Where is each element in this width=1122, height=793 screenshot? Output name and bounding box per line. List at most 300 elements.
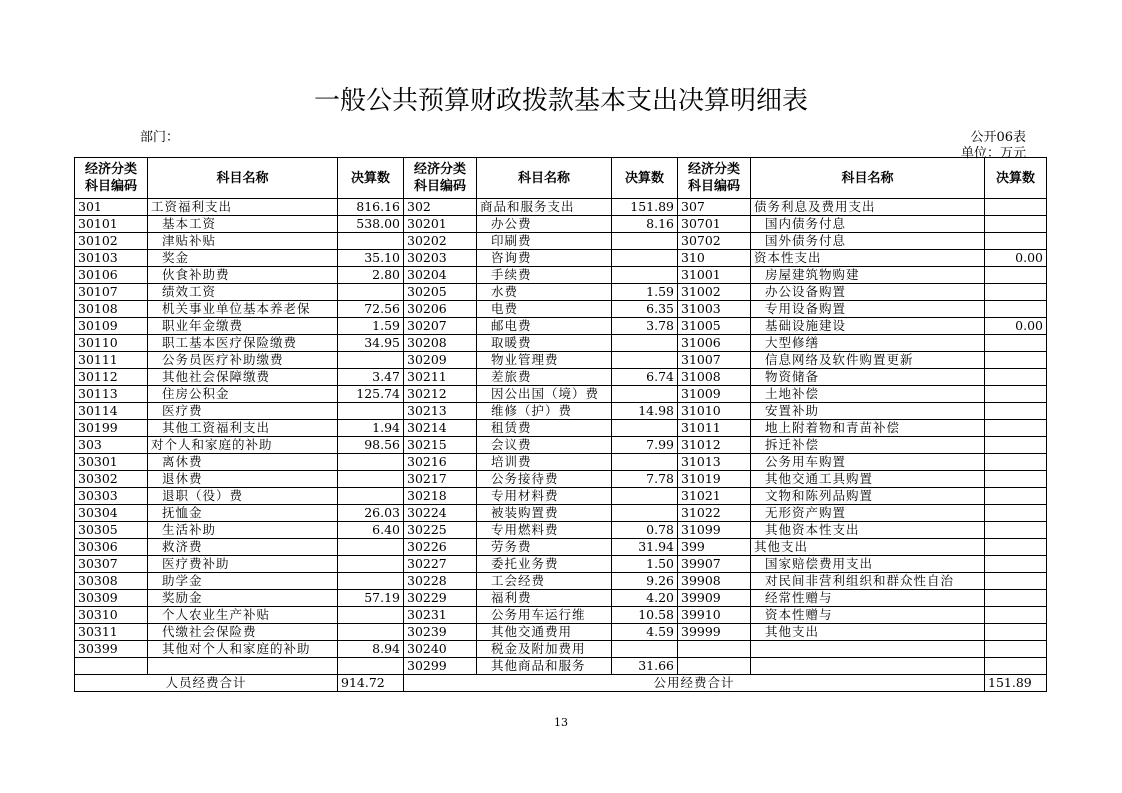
cell-name [751, 658, 985, 675]
cell-code: 30231 [404, 607, 477, 624]
cell-name: 被装购置费 [477, 505, 612, 522]
cell-name: 土地补偿 [751, 386, 985, 403]
cell-name: 退休费 [148, 471, 338, 488]
cell-amount: 26.03 [338, 505, 404, 522]
cell-amount [612, 641, 678, 658]
cell-code: 30215 [404, 437, 477, 454]
cell-amount [985, 590, 1047, 607]
cell-amount: 72.56 [338, 301, 404, 318]
cell-code: 30302 [75, 471, 148, 488]
cell-amount [985, 471, 1047, 488]
cell-amount [985, 420, 1047, 437]
cell-name: 其他商品和服务 [477, 658, 612, 675]
cell-amount [612, 386, 678, 403]
cell-amount [612, 420, 678, 437]
cell-name: 职业年金缴费 [148, 318, 338, 335]
cell-code: 31008 [678, 369, 751, 386]
cell-name: 住房公积金 [148, 386, 338, 403]
cell-code: 30218 [404, 488, 477, 505]
table-row [75, 471, 1047, 488]
table-row [75, 250, 1047, 267]
table-row [75, 369, 1047, 386]
table-row [75, 420, 1047, 437]
cell-amount [985, 488, 1047, 505]
table-row [75, 607, 1047, 624]
cell-amount: 3.78 [612, 318, 678, 335]
table-row [75, 233, 1047, 250]
cell-amount [612, 267, 678, 284]
cell-amount: 8.16 [612, 216, 678, 233]
cell-code: 30311 [75, 624, 148, 641]
cell-name: 安置补助 [751, 403, 985, 420]
cell-amount [612, 488, 678, 505]
cell-name: 助学金 [148, 573, 338, 590]
cell-name: 机关事业单位基本养老保 [148, 301, 338, 318]
cell-name: 代缴社会保险费 [148, 624, 338, 641]
cell-amount: 151.89 [612, 199, 678, 216]
cell-code: 30208 [404, 335, 477, 352]
header-code: 经济分类 科目编码 [678, 158, 751, 199]
cell-code: 30202 [404, 233, 477, 250]
cell-name: 办公设备购置 [751, 284, 985, 301]
cell-code: 30701 [678, 216, 751, 233]
cell-name: 地上附着物和青苗补偿 [751, 420, 985, 437]
cell-code: 301 [75, 199, 148, 216]
cell-name: 基础设施建设 [751, 318, 985, 335]
cell-code: 30240 [404, 641, 477, 658]
cell-code: 30307 [75, 556, 148, 573]
header-code: 经济分类 科目编码 [75, 158, 148, 199]
header-name: 科目名称 [148, 158, 338, 199]
cell-amount: 6.40 [338, 522, 404, 539]
cell-amount: 1.94 [338, 420, 404, 437]
cell-code: 39908 [678, 573, 751, 590]
cell-amount [338, 658, 404, 675]
page-number: 13 [554, 716, 568, 729]
cell-name: 抚恤金 [148, 505, 338, 522]
cell-amount [985, 505, 1047, 522]
header-amount: 决算数 [985, 158, 1047, 199]
cell-name: 水费 [477, 284, 612, 301]
table-row [75, 284, 1047, 301]
cell-name: 无形资产购置 [751, 505, 985, 522]
cell-name: 工资福利支出 [148, 199, 338, 216]
cell-name: 资本性支出 [751, 250, 985, 267]
personnel-total-label: 人员经费合计 [75, 675, 338, 692]
cell-name: 公务用车运行维 [477, 607, 612, 624]
cell-amount: 7.78 [612, 471, 678, 488]
cell-name: 专用设备购置 [751, 301, 985, 318]
page-title: 一般公共预算财政拨款基本支出决算明细表 [313, 86, 808, 116]
cell-name: 电费 [477, 301, 612, 318]
cell-name: 其他社会保障缴费 [148, 369, 338, 386]
cell-code [75, 658, 148, 675]
cell-amount: 4.59 [612, 624, 678, 641]
cell-amount [338, 539, 404, 556]
cell-code: 30212 [404, 386, 477, 403]
cell-name: 对个人和家庭的补助 [148, 437, 338, 454]
cell-code: 30114 [75, 403, 148, 420]
cell-code: 31012 [678, 437, 751, 454]
cell-name: 房屋建筑物购建 [751, 267, 985, 284]
header-code: 经济分类 科目编码 [404, 158, 477, 199]
cell-code: 39999 [678, 624, 751, 641]
cell-name: 其他工资福利支出 [148, 420, 338, 437]
cell-name [751, 641, 985, 658]
cell-code: 30239 [404, 624, 477, 641]
cell-name: 奖励金 [148, 590, 338, 607]
cell-code: 31099 [678, 522, 751, 539]
public-total-value: 151.89 [985, 675, 1047, 692]
cell-amount: 0.78 [612, 522, 678, 539]
cell-name: 委托业务费 [477, 556, 612, 573]
cell-code: 30306 [75, 539, 148, 556]
cell-code: 30305 [75, 522, 148, 539]
cell-amount [338, 454, 404, 471]
cell-amount [612, 505, 678, 522]
cell-code: 303 [75, 437, 148, 454]
cell-amount: 31.94 [612, 539, 678, 556]
header-amount: 决算数 [338, 158, 404, 199]
cell-code: 31013 [678, 454, 751, 471]
cell-amount [985, 386, 1047, 403]
cell-name: 医疗费 [148, 403, 338, 420]
cell-amount [338, 573, 404, 590]
cell-code: 30702 [678, 233, 751, 250]
cell-name: 福利费 [477, 590, 612, 607]
cell-code: 310 [678, 250, 751, 267]
cell-code [678, 641, 751, 658]
cell-code [678, 658, 751, 675]
table-row [75, 522, 1047, 539]
cell-name: 债务利息及费用支出 [751, 199, 985, 216]
cell-name: 租赁费 [477, 420, 612, 437]
cell-code: 30309 [75, 590, 148, 607]
cell-code: 31006 [678, 335, 751, 352]
cell-amount: 14.98 [612, 403, 678, 420]
table-row [75, 267, 1047, 284]
cell-amount [985, 216, 1047, 233]
table-row [75, 199, 1047, 216]
cell-name: 物资储备 [751, 369, 985, 386]
table-row [75, 403, 1047, 420]
cell-name: 专用燃料费 [477, 522, 612, 539]
form-number: 公开06表 [970, 130, 1026, 145]
cell-amount: 816.16 [338, 199, 404, 216]
cell-amount [985, 301, 1047, 318]
table-row [75, 216, 1047, 233]
cell-amount [612, 454, 678, 471]
personnel-total-value: 914.72 [338, 675, 404, 692]
table-row [75, 658, 1047, 675]
cell-name: 税金及附加费用 [477, 641, 612, 658]
cell-name: 国外债务付息 [751, 233, 985, 250]
cell-code: 30217 [404, 471, 477, 488]
cell-name: 资本性赠与 [751, 607, 985, 624]
cell-amount [338, 607, 404, 624]
cell-amount: 538.00 [338, 216, 404, 233]
cell-name: 其他交通费用 [477, 624, 612, 641]
cell-amount: 6.35 [612, 301, 678, 318]
cell-name: 退职（役）费 [148, 488, 338, 505]
cell-amount [338, 488, 404, 505]
table-row [75, 505, 1047, 522]
cell-code: 39909 [678, 590, 751, 607]
cell-name [148, 658, 338, 675]
cell-name: 医疗费补助 [148, 556, 338, 573]
header-amount: 决算数 [612, 158, 678, 199]
table-row [75, 454, 1047, 471]
cell-amount [612, 352, 678, 369]
cell-code: 31010 [678, 403, 751, 420]
cell-amount [985, 573, 1047, 590]
cell-code: 31007 [678, 352, 751, 369]
cell-name: 印刷费 [477, 233, 612, 250]
cell-code: 30216 [404, 454, 477, 471]
cell-code: 30227 [404, 556, 477, 573]
cell-name: 手续费 [477, 267, 612, 284]
cell-name: 咨询费 [477, 250, 612, 267]
cell-name: 个人农业生产补贴 [148, 607, 338, 624]
cell-name: 津贴补贴 [148, 233, 338, 250]
cell-name: 救济费 [148, 539, 338, 556]
cell-amount: 31.66 [612, 658, 678, 675]
table-row [75, 573, 1047, 590]
cell-code: 30211 [404, 369, 477, 386]
cell-code: 30206 [404, 301, 477, 318]
cell-amount: 3.47 [338, 369, 404, 386]
cell-amount [985, 403, 1047, 420]
cell-code: 30112 [75, 369, 148, 386]
cell-amount: 1.59 [338, 318, 404, 335]
cell-amount [985, 556, 1047, 573]
cell-name: 信息网络及软件购置更新 [751, 352, 985, 369]
cell-code: 31022 [678, 505, 751, 522]
cell-code: 31001 [678, 267, 751, 284]
cell-amount [985, 437, 1047, 454]
cell-code: 30304 [75, 505, 148, 522]
unit-label: 单位：万元 [960, 146, 1026, 161]
cell-amount: 6.74 [612, 369, 678, 386]
cell-code: 30204 [404, 267, 477, 284]
expenditure-table [74, 157, 1047, 692]
cell-name: 因公出国（境）费 [477, 386, 612, 403]
cell-amount [985, 522, 1047, 539]
cell-amount: 8.94 [338, 641, 404, 658]
cell-amount [612, 250, 678, 267]
cell-amount [985, 624, 1047, 641]
cell-code: 30110 [75, 335, 148, 352]
cell-code: 30108 [75, 301, 148, 318]
cell-amount [612, 233, 678, 250]
cell-name: 对民间非营利组织和群众性自治 [751, 573, 985, 590]
cell-name: 邮电费 [477, 318, 612, 335]
cell-amount [338, 233, 404, 250]
cell-name: 生活补助 [148, 522, 338, 539]
cell-code: 31011 [678, 420, 751, 437]
cell-code: 30228 [404, 573, 477, 590]
cell-name: 其他支出 [751, 624, 985, 641]
table-row [75, 590, 1047, 607]
cell-name: 大型修缮 [751, 335, 985, 352]
cell-code: 30303 [75, 488, 148, 505]
cell-name: 其他支出 [751, 539, 985, 556]
cell-code: 30310 [75, 607, 148, 624]
table-row [75, 539, 1047, 556]
totals-row [75, 675, 1047, 692]
table-row [75, 437, 1047, 454]
cell-amount: 7.99 [612, 437, 678, 454]
cell-name: 公务接待费 [477, 471, 612, 488]
cell-amount [985, 199, 1047, 216]
cell-code: 31021 [678, 488, 751, 505]
cell-name: 其他交通工具购置 [751, 471, 985, 488]
table-row [75, 352, 1047, 369]
cell-code: 39907 [678, 556, 751, 573]
table-row [75, 318, 1047, 335]
cell-amount [985, 335, 1047, 352]
cell-name: 劳务费 [477, 539, 612, 556]
cell-code: 30111 [75, 352, 148, 369]
cell-code: 30209 [404, 352, 477, 369]
cell-amount: 98.56 [338, 437, 404, 454]
cell-amount [985, 369, 1047, 386]
cell-name: 文物和陈列品购置 [751, 488, 985, 505]
cell-amount [338, 556, 404, 573]
cell-code: 30213 [404, 403, 477, 420]
cell-amount [985, 352, 1047, 369]
cell-code: 30225 [404, 522, 477, 539]
cell-code: 31019 [678, 471, 751, 488]
cell-code: 30224 [404, 505, 477, 522]
table-row [75, 335, 1047, 352]
cell-code: 30102 [75, 233, 148, 250]
cell-code: 30201 [404, 216, 477, 233]
cell-amount [985, 539, 1047, 556]
cell-code: 30106 [75, 267, 148, 284]
cell-name: 职工基本医疗保险缴费 [148, 335, 338, 352]
cell-amount: 4.20 [612, 590, 678, 607]
cell-name: 物业管理费 [477, 352, 612, 369]
cell-code: 30214 [404, 420, 477, 437]
cell-code: 30308 [75, 573, 148, 590]
cell-name: 伙食补助费 [148, 267, 338, 284]
cell-amount [985, 233, 1047, 250]
cell-code: 30205 [404, 284, 477, 301]
cell-amount: 9.26 [612, 573, 678, 590]
cell-name: 国内债务付息 [751, 216, 985, 233]
public-total-label: 公用经费合计 [404, 675, 985, 692]
cell-code: 307 [678, 199, 751, 216]
cell-name: 专用材料费 [477, 488, 612, 505]
cell-code: 30301 [75, 454, 148, 471]
cell-name: 公务用车购置 [751, 454, 985, 471]
cell-name: 基本工资 [148, 216, 338, 233]
cell-amount: 0.00 [985, 250, 1047, 267]
cell-amount [985, 658, 1047, 675]
cell-code: 30226 [404, 539, 477, 556]
table-row [75, 301, 1047, 318]
cell-code: 30109 [75, 318, 148, 335]
cell-amount [338, 352, 404, 369]
cell-name: 工会经费 [477, 573, 612, 590]
cell-name: 拆迁补偿 [751, 437, 985, 454]
cell-name: 经常性赠与 [751, 590, 985, 607]
cell-amount: 1.59 [612, 284, 678, 301]
cell-code: 31003 [678, 301, 751, 318]
cell-amount [985, 641, 1047, 658]
cell-amount: 0.00 [985, 318, 1047, 335]
cell-name: 公务员医疗补助缴费 [148, 352, 338, 369]
cell-code: 30101 [75, 216, 148, 233]
cell-name: 培训费 [477, 454, 612, 471]
cell-amount [612, 335, 678, 352]
cell-name: 国家赔偿费用支出 [751, 556, 985, 573]
cell-amount: 1.50 [612, 556, 678, 573]
cell-name: 绩效工资 [148, 284, 338, 301]
cell-amount [985, 284, 1047, 301]
cell-amount [985, 607, 1047, 624]
cell-amount: 57.19 [338, 590, 404, 607]
table-row [75, 624, 1047, 641]
cell-code: 30107 [75, 284, 148, 301]
cell-name: 办公费 [477, 216, 612, 233]
cell-amount: 2.80 [338, 267, 404, 284]
cell-code: 30399 [75, 641, 148, 658]
cell-code: 31005 [678, 318, 751, 335]
cell-name: 其他对个人和家庭的补助 [148, 641, 338, 658]
cell-code: 31009 [678, 386, 751, 403]
cell-code: 302 [404, 199, 477, 216]
cell-amount [985, 454, 1047, 471]
table-header-row [75, 158, 1047, 199]
cell-code: 30207 [404, 318, 477, 335]
cell-name: 取暖费 [477, 335, 612, 352]
cell-code: 30103 [75, 250, 148, 267]
cell-code: 30299 [404, 658, 477, 675]
header-name: 科目名称 [477, 158, 612, 199]
table-row [75, 488, 1047, 505]
header-name: 科目名称 [751, 158, 985, 199]
table-row [75, 386, 1047, 403]
cell-amount [338, 403, 404, 420]
table-row [75, 641, 1047, 658]
table-row [75, 556, 1047, 573]
cell-code: 399 [678, 539, 751, 556]
cell-name: 奖金 [148, 250, 338, 267]
cell-amount [338, 471, 404, 488]
cell-name: 会议费 [477, 437, 612, 454]
cell-code: 31002 [678, 284, 751, 301]
cell-amount [338, 284, 404, 301]
cell-amount: 34.95 [338, 335, 404, 352]
cell-name: 其他资本性支出 [751, 522, 985, 539]
cell-name: 维修（护）费 [477, 403, 612, 420]
department-label: 部门： [140, 130, 180, 145]
cell-code: 30199 [75, 420, 148, 437]
cell-amount [985, 267, 1047, 284]
cell-code: 39910 [678, 607, 751, 624]
cell-name: 商品和服务支出 [477, 199, 612, 216]
cell-code: 30203 [404, 250, 477, 267]
cell-amount: 125.74 [338, 386, 404, 403]
cell-code: 30229 [404, 590, 477, 607]
cell-amount [338, 624, 404, 641]
cell-code: 30113 [75, 386, 148, 403]
cell-amount: 10.58 [612, 607, 678, 624]
cell-name: 离休费 [148, 454, 338, 471]
cell-name: 差旅费 [477, 369, 612, 386]
